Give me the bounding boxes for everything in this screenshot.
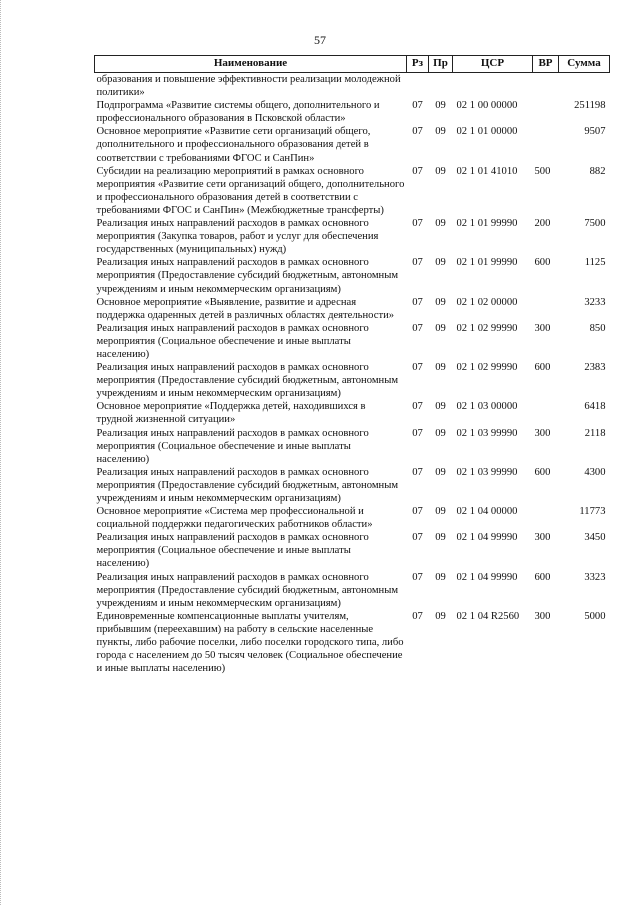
header-rz: Рз bbox=[407, 56, 429, 73]
cell-vr: 600 bbox=[534, 571, 551, 583]
scan-edge bbox=[0, 0, 5, 905]
cell-name: Единовременные компенсационные выплаты учителям, прибывшим (переехавшим) на работу в сельские населенные пункты, либо рабочие поселки, либо поселки городского типа, либо города с населением до 50 тысяч человек (Социальное обеспечение и иные выплаты населению) bbox=[96, 610, 404, 675]
cell-pr: 09 bbox=[435, 257, 446, 269]
table-row bbox=[95, 217, 610, 256]
cell-pr bbox=[429, 73, 453, 100]
cell-rz bbox=[407, 73, 429, 100]
cell-rz: 07 bbox=[412, 322, 423, 334]
cell-vr: 300 bbox=[534, 610, 551, 622]
cell-csr: 02 1 02 99990 bbox=[456, 362, 518, 374]
cell-vr bbox=[533, 296, 559, 322]
cell-name: Реализация иных направлений расходов в рамках основного мероприятия (Предоставление субсидий бюджетным, автономным учреждениям и иным некоммерческим организациям) bbox=[96, 466, 399, 504]
cell-csr: 02 1 04 99990 bbox=[456, 532, 518, 544]
table-row bbox=[95, 427, 610, 466]
table-row bbox=[95, 73, 610, 100]
cell-name: образования и повышение эффективности реализации молодежной политики» bbox=[96, 74, 401, 99]
cell-vr: 200 bbox=[534, 218, 551, 230]
cell-vr bbox=[533, 505, 559, 531]
table-header-row bbox=[95, 56, 610, 73]
header-vr: ВР bbox=[533, 56, 559, 73]
cell-csr: 02 1 00 00000 bbox=[456, 100, 518, 112]
cell-name: Реализация иных направлений расходов в рамках основного мероприятия (Социальное обеспечение и иные выплаты населению) bbox=[96, 322, 369, 360]
cell-pr: 09 bbox=[435, 532, 446, 544]
cell-vr bbox=[533, 400, 559, 426]
cell-pr: 09 bbox=[435, 218, 446, 230]
cell-sum: 5000 bbox=[584, 610, 606, 622]
budget-table bbox=[94, 55, 610, 675]
cell-vr: 600 bbox=[534, 257, 551, 269]
cell-csr: 02 1 01 99990 bbox=[456, 218, 518, 230]
cell-rz: 07 bbox=[412, 427, 423, 439]
cell-sum: 251198 bbox=[574, 100, 606, 112]
table-row bbox=[95, 125, 610, 164]
cell-sum: 11773 bbox=[579, 506, 606, 518]
cell-csr bbox=[453, 73, 533, 100]
cell-csr: 02 1 01 41010 bbox=[456, 165, 518, 177]
cell-name: Реализация иных направлений расходов в рамках основного мероприятия (Социальное обеспечение и иные выплаты населению) bbox=[96, 532, 369, 570]
cell-pr: 09 bbox=[435, 362, 446, 374]
cell-pr: 09 bbox=[435, 401, 446, 413]
cell-pr: 09 bbox=[435, 126, 446, 138]
header-name: Наименование bbox=[95, 56, 407, 73]
cell-csr: 02 1 01 99990 bbox=[456, 257, 518, 269]
cell-pr: 09 bbox=[435, 100, 446, 112]
cell-name: Субсидии на реализацию мероприятий в рамках основного мероприятия «Развитие сети организаций общего, дополнительного и профессионального образования детей в соответствии с требованиями ФГОС и СанПин» (Межбюджетные трансферты) bbox=[96, 165, 405, 216]
cell-name: Реализация иных направлений расходов в рамках основного мероприятия (Социальное обеспечение и иные выплаты населению) bbox=[96, 427, 369, 465]
cell-vr bbox=[533, 73, 559, 100]
cell-rz: 07 bbox=[412, 571, 423, 583]
cell-sum: 9507 bbox=[584, 126, 606, 138]
cell-rz: 07 bbox=[412, 466, 423, 478]
cell-vr bbox=[533, 125, 559, 164]
cell-sum: 1125 bbox=[584, 257, 606, 269]
cell-vr bbox=[533, 99, 559, 125]
cell-pr: 09 bbox=[435, 571, 446, 583]
cell-sum: 7500 bbox=[584, 218, 606, 230]
cell-csr: 02 1 03 99990 bbox=[456, 427, 518, 439]
cell-sum: 3323 bbox=[584, 571, 606, 583]
cell-name: Реализация иных направлений расходов в рамках основного мероприятия (Предоставление субсидий бюджетным, автономным учреждениям и иным некоммерческим организациям) bbox=[96, 257, 399, 295]
cell-csr: 02 1 01 00000 bbox=[456, 126, 518, 138]
cell-vr: 300 bbox=[534, 322, 551, 334]
header-csr: ЦСР bbox=[453, 56, 533, 73]
cell-rz: 07 bbox=[412, 401, 423, 413]
cell-name: Реализация иных направлений расходов в рамках основного мероприятия (Закупка товаров, работ и услуг для обеспечения государственных (муниципальных) нужд) bbox=[96, 218, 379, 256]
cell-pr: 09 bbox=[435, 427, 446, 439]
cell-rz: 07 bbox=[412, 296, 423, 308]
cell-vr: 300 bbox=[534, 427, 551, 439]
cell-rz: 07 bbox=[412, 610, 423, 622]
table-row bbox=[95, 165, 610, 217]
cell-csr: 02 1 02 00000 bbox=[456, 296, 518, 308]
cell-vr: 300 bbox=[534, 532, 551, 544]
cell-csr: 02 1 04 R2560 bbox=[456, 610, 520, 622]
cell-csr: 02 1 03 99990 bbox=[456, 466, 518, 478]
cell-name: Реализация иных направлений расходов в рамках основного мероприятия (Предоставление субсидий бюджетным, автономным учреждениям и иным некоммерческим организациям) bbox=[96, 571, 399, 609]
cell-rz: 07 bbox=[412, 126, 423, 138]
cell-name: Основное мероприятие «Развитие сети организаций общего, дополнительного и профессионального образования детей в соответствии с требованиями ФГОС и СанПин» bbox=[96, 126, 371, 164]
cell-sum: 2383 bbox=[584, 362, 606, 374]
table-row bbox=[95, 571, 610, 610]
table-row bbox=[95, 505, 610, 531]
cell-csr: 02 1 03 00000 bbox=[456, 401, 518, 413]
header-pr: Пр bbox=[429, 56, 453, 73]
cell-vr: 600 bbox=[534, 362, 551, 374]
cell-csr: 02 1 02 99990 bbox=[456, 322, 518, 334]
table-row bbox=[95, 256, 610, 295]
table-row bbox=[95, 99, 610, 125]
table-row bbox=[95, 400, 610, 426]
cell-sum: 882 bbox=[589, 165, 606, 177]
table-row bbox=[95, 361, 610, 400]
cell-pr: 09 bbox=[435, 466, 446, 478]
cell-rz: 07 bbox=[412, 506, 423, 518]
cell-vr: 500 bbox=[534, 165, 551, 177]
table-row bbox=[95, 610, 610, 675]
cell-pr: 09 bbox=[435, 610, 446, 622]
cell-rz: 07 bbox=[412, 165, 423, 177]
cell-name: Подпрограмма «Развитие системы общего, дополнительного и профессионального образования в Псковской области» bbox=[96, 100, 380, 125]
header-sum: Сумма bbox=[559, 56, 610, 73]
cell-sum bbox=[559, 73, 610, 100]
cell-csr: 02 1 04 00000 bbox=[456, 506, 518, 518]
cell-rz: 07 bbox=[412, 100, 423, 112]
table-row bbox=[95, 322, 610, 361]
cell-name: Основное мероприятие «Выявление, развитие и адресная поддержка одаренных детей в различных областях деятельности» bbox=[96, 296, 395, 321]
cell-pr: 09 bbox=[435, 296, 446, 308]
cell-vr: 600 bbox=[534, 466, 551, 478]
cell-rz: 07 bbox=[412, 362, 423, 374]
cell-pr: 09 bbox=[435, 165, 446, 177]
cell-rz: 07 bbox=[412, 257, 423, 269]
cell-name: Реализация иных направлений расходов в рамках основного мероприятия (Предоставление субсидий бюджетным, автономным учреждениям и иным некоммерческим организациям) bbox=[96, 362, 399, 400]
table-row bbox=[95, 531, 610, 570]
cell-sum: 3450 bbox=[584, 532, 606, 544]
cell-name: Основное мероприятие «Система мер профессиональной и социальной поддержки педагогических работников области» bbox=[96, 506, 373, 531]
table-row bbox=[95, 296, 610, 322]
cell-pr: 09 bbox=[435, 506, 446, 518]
cell-name: Основное мероприятие «Поддержка детей, находившихся в трудной жизненной ситуации» bbox=[96, 401, 366, 426]
cell-rz: 07 bbox=[412, 532, 423, 544]
cell-sum: 3233 bbox=[584, 296, 606, 308]
cell-sum: 850 bbox=[589, 322, 606, 334]
cell-pr: 09 bbox=[435, 322, 446, 334]
page-number: 57 bbox=[314, 33, 326, 47]
table-row bbox=[95, 466, 610, 505]
cell-sum: 2118 bbox=[584, 427, 606, 439]
cell-csr: 02 1 04 99990 bbox=[456, 571, 518, 583]
cell-sum: 6418 bbox=[584, 401, 606, 413]
cell-rz: 07 bbox=[412, 218, 423, 230]
cell-sum: 4300 bbox=[584, 466, 606, 478]
